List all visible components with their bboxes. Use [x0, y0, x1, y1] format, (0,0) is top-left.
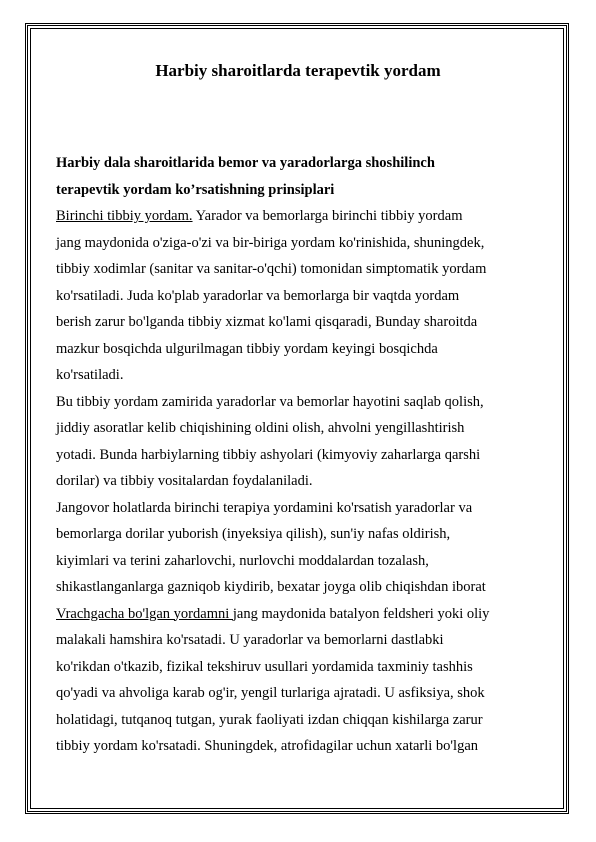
paragraph-line: kiyimlari va terini zaharlovchi, nurlovchi moddalardan tozalash,: [56, 552, 429, 569]
paragraph-combat: [56, 495, 546, 601]
paragraph-line: malakali hamshira ko'rsatadi. U yaradorlar va bemorlarni dastlabki: [56, 632, 444, 648]
paragraph-line: yotadi. Bunda harbiylarning tibbiy ashyolari (kimyoviy zaharlarga qarshi: [56, 446, 481, 463]
term-pre-doctor: Vrachgacha bo'lgan yordamni j: [56, 605, 237, 622]
paragraph-line: Bu tibbiy yordam zamirida yaradorlar va bemorlar hayotini saqlab qolish,: [56, 393, 484, 410]
paragraph-line: tibbiy xodimlar (sanitar va sanitar-o'qchi) tomonidan simptomatik yordam: [56, 261, 487, 277]
paragraph-line: berish zarur bo'lganda tibbiy xizmat ko'lami qisqaradi, Bunday sharoitda: [56, 314, 478, 330]
paragraph-line: mazkur bosqichda ulgurilmagan tibbiy yordam keyingi bosqichda: [56, 340, 438, 357]
term-first-aid: Birinchi tibbiy yordam.: [56, 208, 193, 224]
paragraph-purpose: [56, 389, 546, 495]
paragraph-pre-doctor: [56, 601, 546, 760]
paragraph-line: bemorlarga dorilar yuborish (inyeksiya qilish), sun'iy nafas oldirish,: [56, 526, 451, 542]
paragraph-line: Jangovor holatlarda birinchi terapiya yordamini ko'rsatish yaradorlar va: [56, 499, 473, 516]
paragraph-line: tibbiy yordam ko'rsatadi. Shuningdek, atrofidagilar uchun xatarli bo'lgan: [56, 738, 479, 754]
paragraph-line: shikastlanganlarga gazniqob kiydirib, bexatar joyga olib chiqishdan iborat: [56, 579, 486, 595]
paragraph-line: ko'rsatiladi.: [56, 367, 124, 383]
section-heading: [56, 150, 546, 203]
paragraph-line: [56, 203, 546, 230]
paragraph-line: jang maydonida o'ziga-o'zi va bir-biriga yordam ko'rinishida, shuningdek,: [56, 234, 485, 251]
paragraph-line: holatidagi, tutqanoq tutgan, yurak faoliyati izdan chiqqan kishilarga zarur: [56, 711, 483, 728]
paragraph-line: qo'yadi va ahvoliga karab og'ir, yengil turlariga ajratadi. U asfiksiya, shok: [56, 685, 485, 701]
paragraph-line: dorilar) va tibbiy vositalardan foydalaniladi.: [56, 473, 313, 489]
line-text: ang maydonida batalyon feldsheri yoki oliy: [236, 605, 490, 622]
heading-line: Harbiy dala sharoitlarida bemor va yaradorlarga shoshilinch: [56, 155, 435, 171]
paragraph-line: [56, 601, 546, 628]
document-title: Harbiy sharoitlarda terapevtik yordam: [155, 61, 441, 80]
line-text: Yarador va bemorlarga birinchi tibbiy yordam: [192, 208, 463, 224]
paragraph-line: ko'rikdan o'tkazib, fizikal tekshiruv usullari yordamida taxminiy tashhis: [56, 658, 473, 675]
paragraph-line: ko'rsatiladi. Juda ko'plab yaradorlar va bemorlarga bir vaqtda yordam: [56, 287, 460, 304]
paragraph-first-aid: [56, 203, 546, 389]
heading-line: terapevtik yordam ko’rsatishning prinsiplari: [56, 181, 335, 198]
document-body: [56, 150, 546, 760]
paragraph-line: jiddiy asoratlar kelib chiqishining oldini olish, ahvolni yengillashtirish: [56, 420, 465, 436]
